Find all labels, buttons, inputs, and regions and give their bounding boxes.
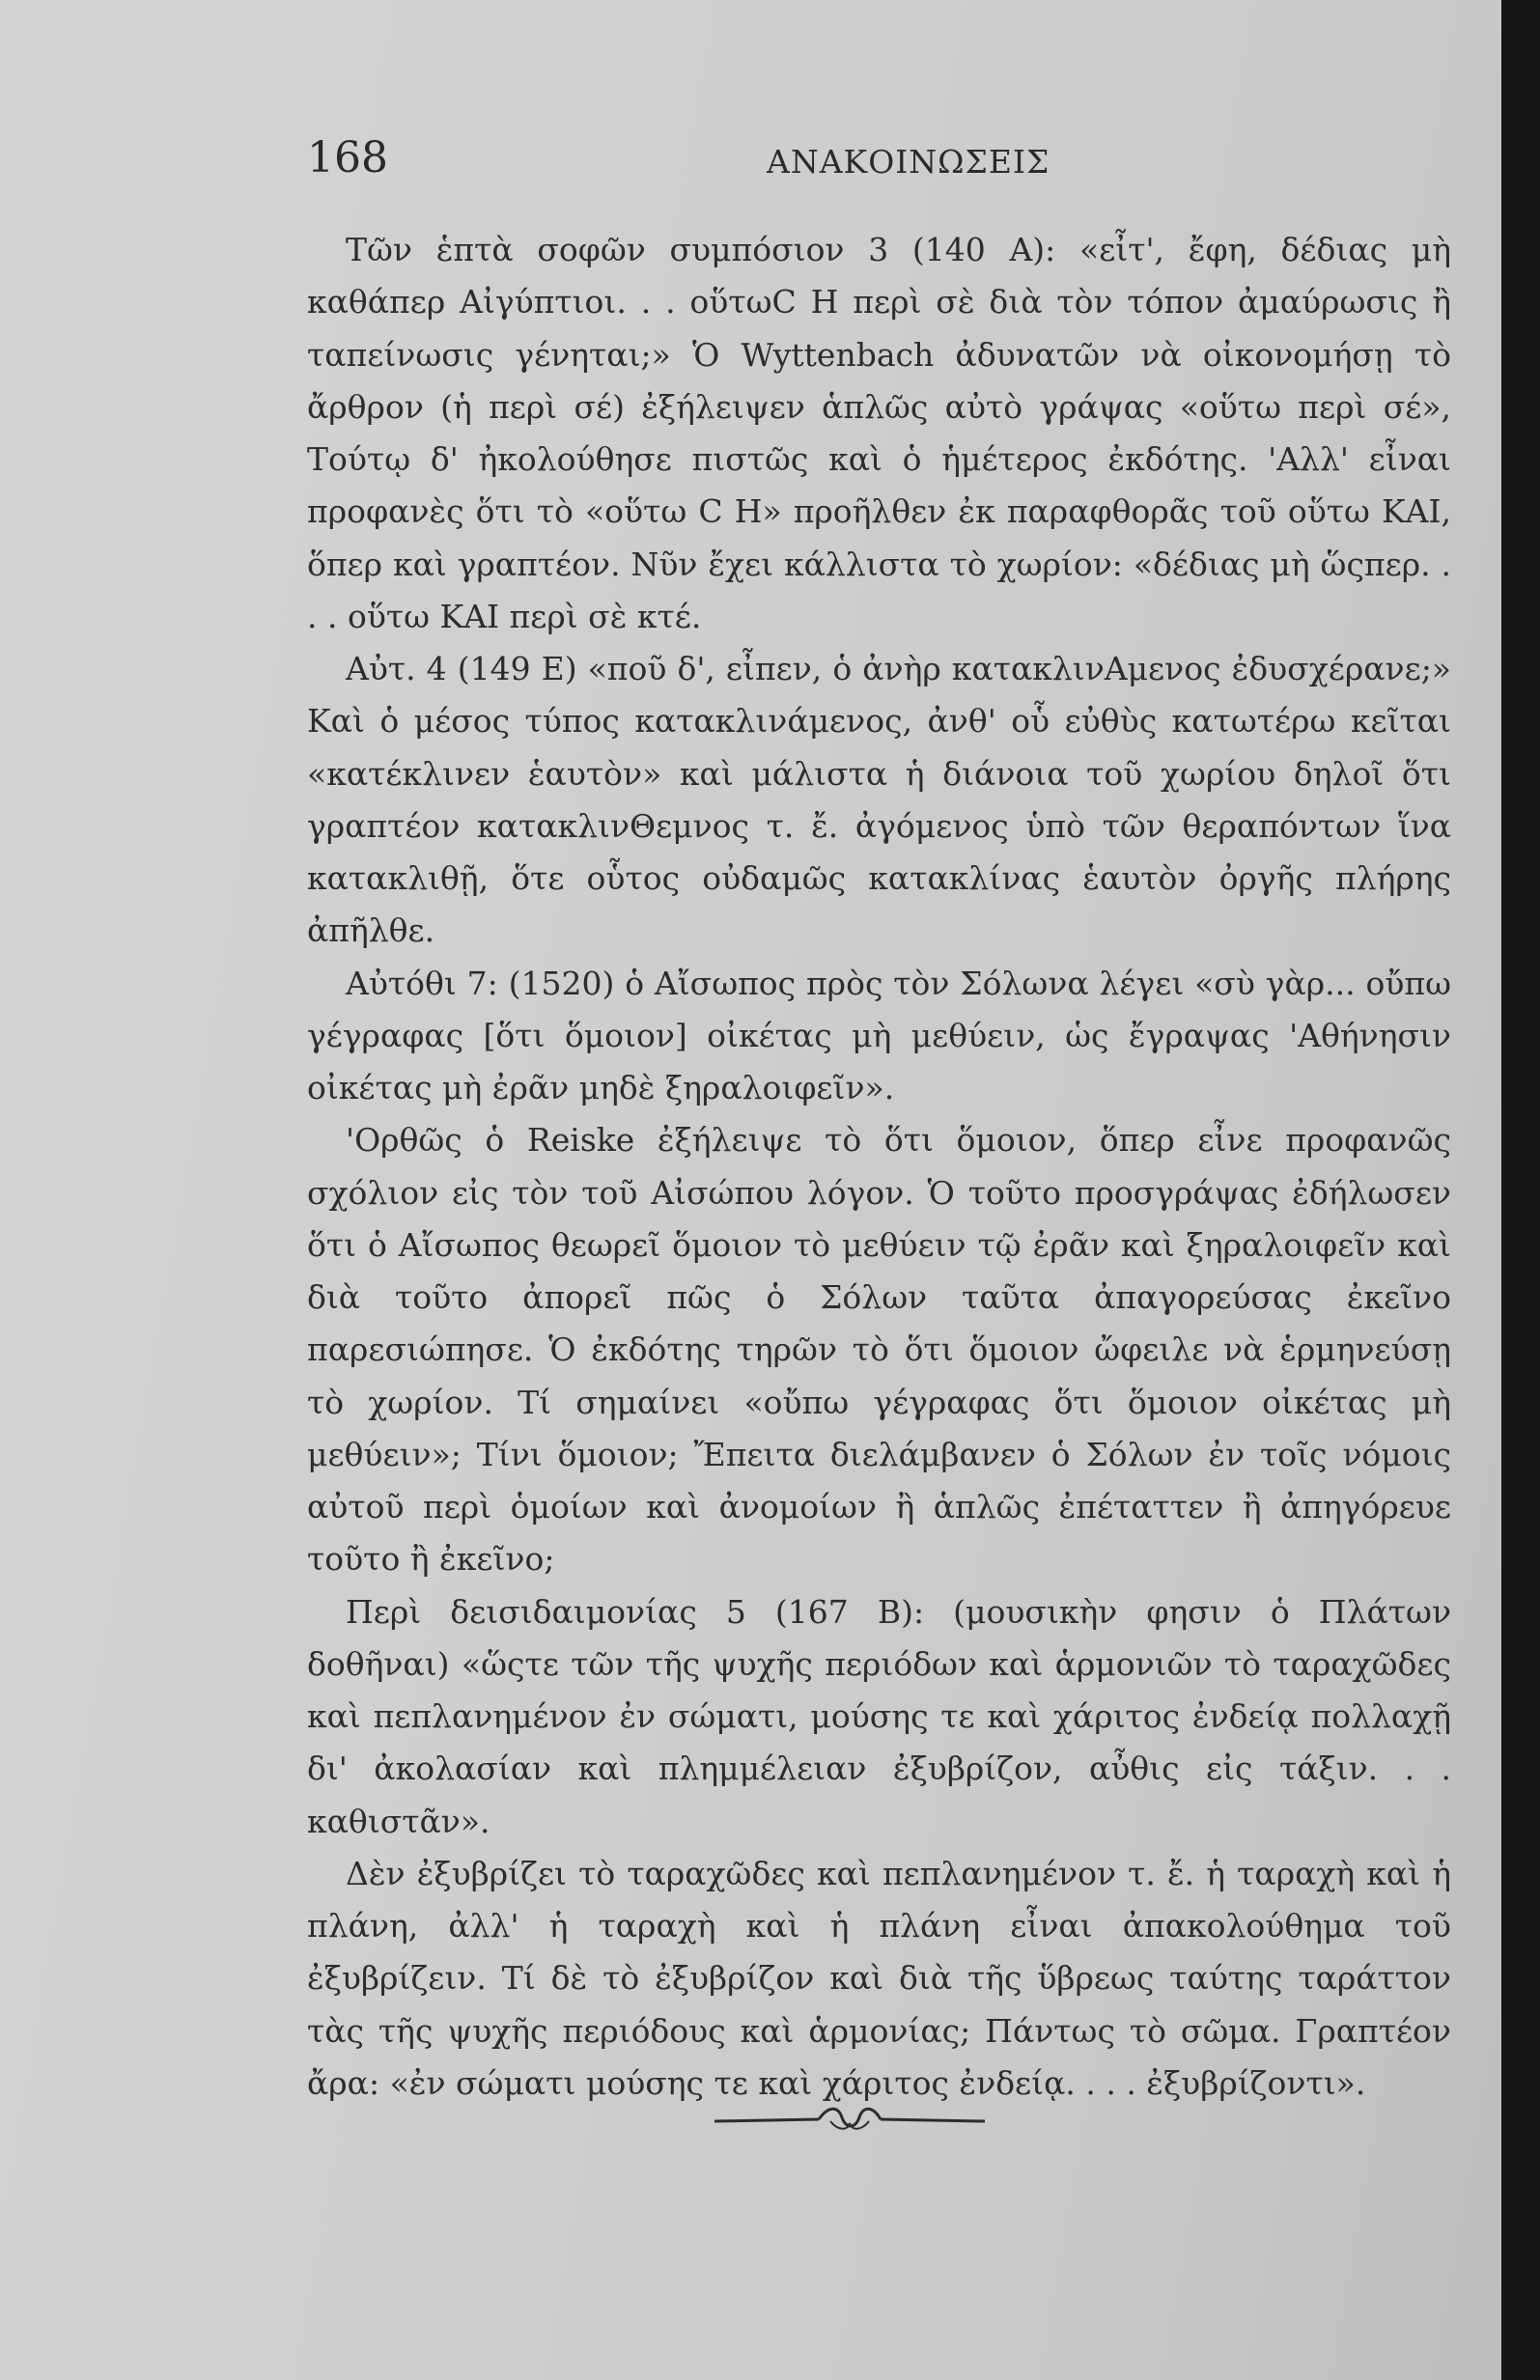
body-text (307, 224, 1451, 2110)
page-number: 168 (307, 133, 388, 182)
paragraph-2: Αὐτ. 4 (149 Ε) «ποῦ δ', εἶπεν, ὁ ἀνὴρ κατακλινΑμενος ἐδυσχέρανε;» Καὶ ὁ μέσος τύπος κατακλινάμενος, ἀνθ' οὗ εὐθὺς κατωτέρω κεῖται «κατέκλινεν ἑαυτὸν» καὶ μάλιστα ἡ διάνοια τοῦ χωρίου δηλοῖ ὅτι γραπτέον κατακλινΘεμνος τ. ἔ. ἀγόμενος ὑπὸ τῶν θεραπόντων ἵνα κατακλιθῇ, ὅτε οὗτος οὐδαμῶς κατακλίνας ἑαυτὸν ὀργῆς πλήρης ἀπῆλθε. (307, 650, 1451, 950)
paragraph-3: Αὐτόθι 7: (1520) ὁ Αἴσωπος πρὸς τὸν Σόλωνα λέγει «σὺ γὰρ... οὔπω γέγραφας [ὅτι ὅμοιον] οἰκέτας μὴ μεθύειν, ὡς ἔγραψας 'Αθήνησιν οἰκέτας μὴ ἐρᾶν μηδὲ ξηραλοιφεῖν». (307, 964, 1451, 1106)
paragraph-5: Περὶ δεισιδαιμονίας 5 (167 Β): (μουσικὴν φησιν ὁ Πλάτων δοθῆναι) «ὥςτε τῶν τῆς ψυχῆς περιόδων καὶ ἁρμονιῶν τὸ ταραχῶδες καὶ πεπλανημένον ἐν σώματι, μούσης τε καὶ χάριτος ἐνδείᾳ πολλαχῇ δι' ἀκολασίαν καὶ πλημμέλειαν ἐξυβρίζον, αὖθις εἰς τάξιν. . . καθιστᾶν». (307, 1592, 1451, 1840)
page-edge-shadow (1501, 0, 1540, 2380)
paragraph-1: Τῶν ἑπτὰ σοφῶν συμπόσιον 3 (140 Α): «εἶτ', ἔφη, δέδιας μὴ καθάπερ Αἰγύπτιοι. . . οὕτωC Η περὶ σὲ διὰ τὸν τόπον ἀμαύρωσις ἢ ταπείνωσις γένηται;» Ὁ Wyttenbach ἀδυνατῶν νὰ οἰκονομήσῃ τὸ ἄρθρον (ἡ περὶ σέ) ἐξήλειψεν ἁπλῶς αὐτὸ γράψας «οὕτω περὶ σέ», Τούτῳ δ' ἠκολούθησε πιστῶς καὶ ὁ ἡμέτερος ἐκδότης. 'Αλλ' εἶναι προφανὲς ὅτι τὸ «οὕτω C Η» προῆλθεν ἐκ παραφθορᾶς τοῦ οὕτω ΚΑΙ, ὅπερ καὶ γραπτέον. Νῦν ἔχει κάλλιστα τὸ χωρίον: «δέδιας μὴ ὥςπερ. . . . οὕτω ΚΑΙ περὶ σὲ κτέ. (307, 231, 1451, 635)
ornament-tailpiece-icon (714, 2100, 985, 2139)
page-header (307, 133, 1466, 191)
paragraph-6: Δὲν ἐξυβρίζει τὸ ταραχῶδες καὶ πεπλανημένον τ. ἔ. ἡ ταραχὴ καὶ ἡ πλάνη, ἀλλ' ἡ ταραχὴ καὶ ἡ πλάνη εἶναι ἀπακολούθημα τοῦ ἐξυβρίζειν. Τί δὲ τὸ ἐξυβρίζον καὶ διὰ τῆς ὕβρεως ταύτης ταράττον τὰς τῆς ψυχῆς περιόδους καὶ ἁρμονίας; Πάντως τὸ σῶμα. Γραπτέον ἄρα: «ἐν σώματι μούσης τε καὶ χάριτος ἐνδείᾳ. . . . ἐξυβρίζοντι». (307, 1854, 1451, 2102)
paragraph-4: 'Ορθῶς ὁ Reiske ἐξήλειψε τὸ ὅτι ὅμοιον, ὅπερ εἶνε προφανῶς σχόλιον εἰς τὸν τοῦ Αἰσώπου λόγον. Ὁ τοῦτο προσγράψας ἐδήλωσεν ὅτι ὁ Αἴσωπος θεωρεῖ ὅμοιον τὸ μεθύειν τῷ ἐρᾶν καὶ ξηραλοιφεῖν καὶ διὰ τοῦτο ἀπορεῖ πῶς ὁ Σόλων ταῦτα ἀπαγορεύσας ἐκεῖνο παρεσιώπησε. Ὁ ἐκδότης τηρῶν τὸ ὅτι ὅμοιον ὤφειλε νὰ ἑρμηνεύσῃ τὸ χωρίον. Τί σημαίνει «οὔπω γέγραφας ὅτι ὅμοιον οἰκέτας μὴ μεθύειν»; Τίνι ὅμοιον; Ἔπειτα διελάμβανεν ὁ Σόλων ἐν τοῖς νόμοις αὐτοῦ περὶ ὁμοίων καὶ ἀνομοίων ἢ ἁπλῶς ἐπέταττεν ἢ ἀπηγόρευε τοῦτο ἢ ἐκεῖνο; (307, 1121, 1451, 1579)
running-head: ΑΝΑΚΟΙΝΩΣΕΙΣ (767, 143, 1050, 181)
